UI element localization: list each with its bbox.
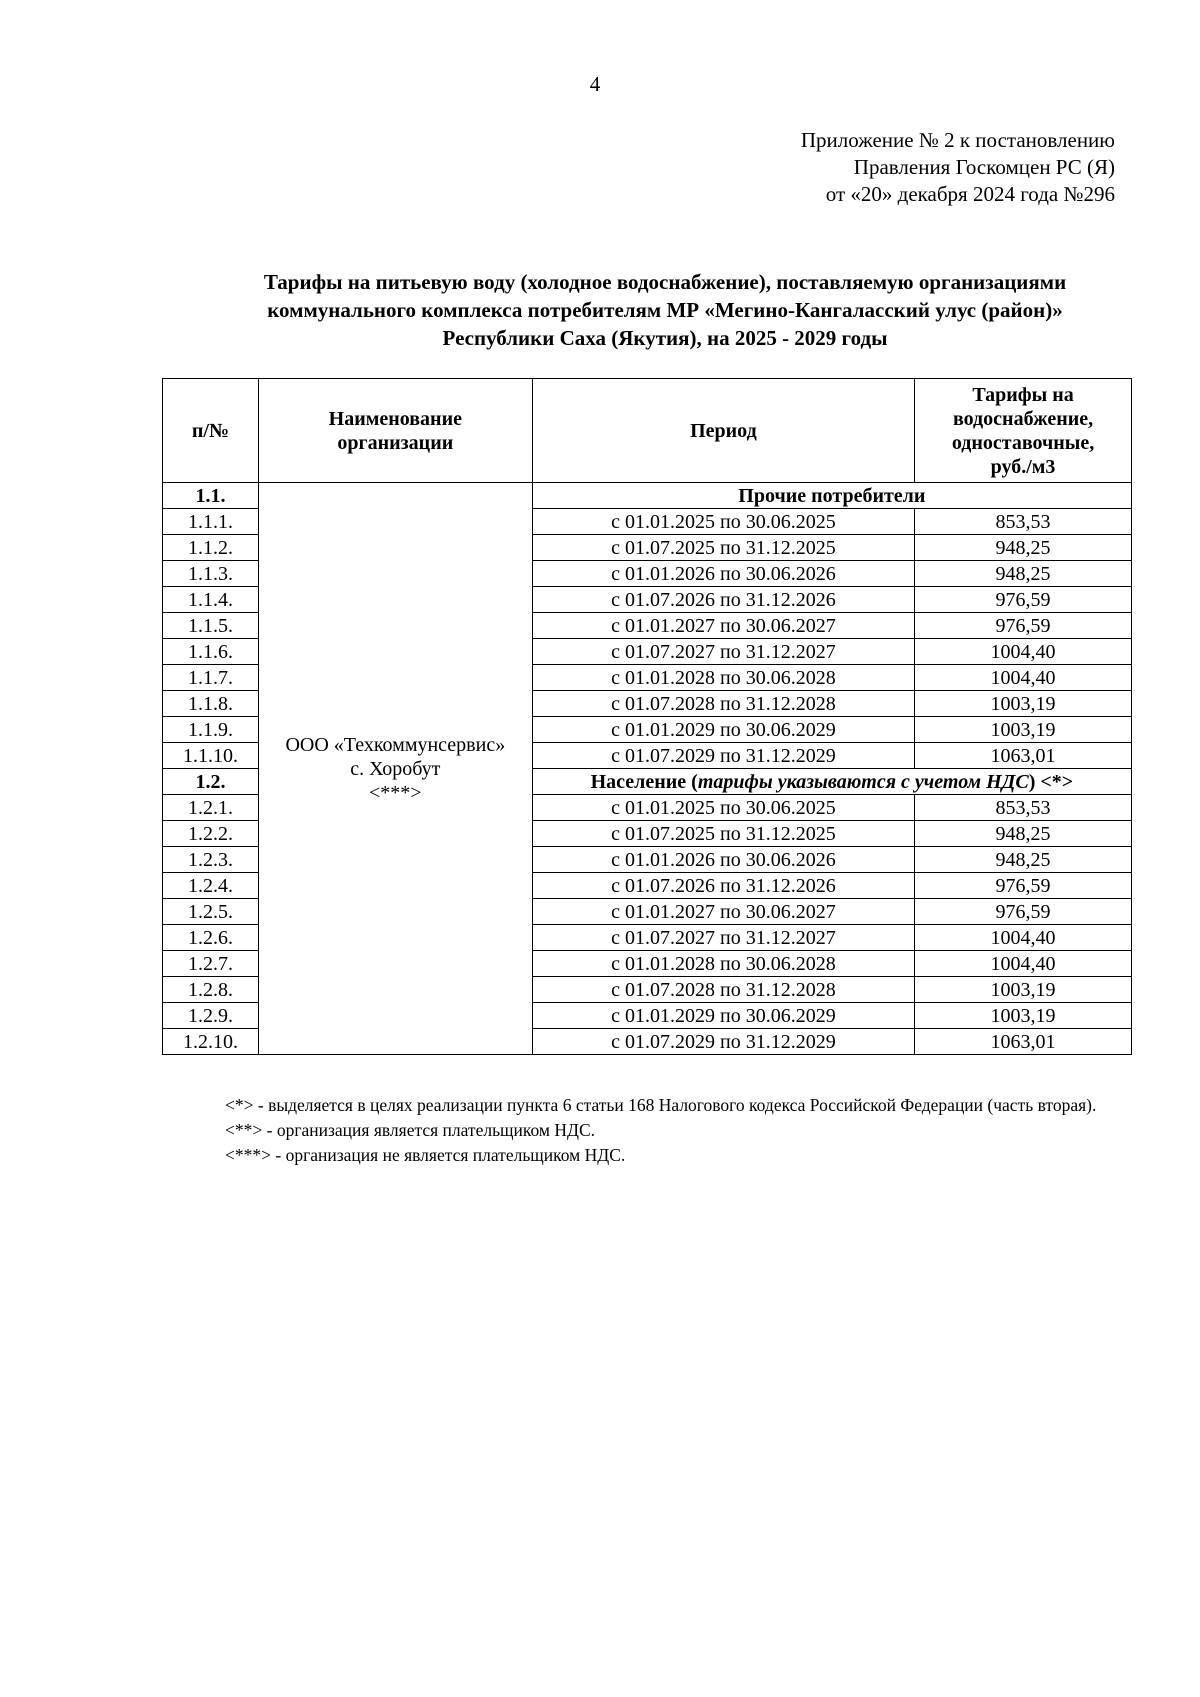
row-tariff: 853,53: [915, 795, 1132, 821]
row-period: с 01.01.2029 по 30.06.2029: [532, 717, 914, 743]
title-line: Тарифы на питьевую воду (холодное водоснабжение), поставляемую организациями: [263, 270, 1067, 294]
footnotes: [172, 1093, 1122, 1168]
header-period: Период: [532, 379, 914, 483]
section-number: 1.2.: [163, 769, 259, 795]
row-tariff: 948,25: [915, 847, 1132, 873]
row-number: 1.1.5.: [163, 613, 259, 639]
row-number: 1.1.6.: [163, 639, 259, 665]
header-tariff-line: Тарифы на: [972, 383, 1074, 406]
section-label: [532, 769, 1131, 795]
title-line: Республики Саха (Якутия), на 2025 - 2029 годы: [442, 326, 888, 350]
footnote: <*> - выделяется в целях реализации пункта 6 статьи 168 Налогового кодекса Российской Федерации (часть вторая).: [225, 1095, 1097, 1115]
section-label-text: Прочие потребители: [738, 484, 926, 507]
header-tariff-line: одноставочные,: [951, 431, 1095, 454]
appendix-line: от «20» декабря 2024 года №296: [825, 182, 1115, 206]
row-number: 1.1.1.: [163, 509, 259, 535]
row-tariff: 948,25: [915, 535, 1132, 561]
row-number: 1.1.3.: [163, 561, 259, 587]
row-number: 1.2.9.: [163, 1003, 259, 1029]
organization-cell: [258, 483, 532, 1055]
row-number: 1.2.4.: [163, 873, 259, 899]
title-line: коммунального комплекса потребителям МР «Мегино-Кангаласский улус (район)»: [267, 298, 1063, 322]
row-tariff: 1003,19: [915, 691, 1132, 717]
row-period: с 01.07.2025 по 31.12.2025: [532, 535, 914, 561]
row-tariff: 1004,40: [915, 665, 1132, 691]
header-organization-line: организации: [337, 431, 454, 454]
footnote: <***> - организация не является плательщиком НДС.: [225, 1145, 626, 1165]
organization-line: с. Хоробут: [350, 757, 441, 780]
section-label-tail: ) <*>: [1028, 770, 1074, 793]
row-tariff: 976,59: [915, 873, 1132, 899]
header-tariff-line: водоснабжение,: [952, 407, 1094, 430]
row-period: с 01.07.2029 по 31.12.2029: [532, 1029, 914, 1055]
row-period: с 01.01.2025 по 30.06.2025: [532, 509, 914, 535]
header-tariff: [915, 379, 1132, 483]
row-period: с 01.01.2027 по 30.06.2027: [532, 613, 914, 639]
document-title: [200, 268, 1130, 352]
row-period: с 01.07.2028 по 31.12.2028: [532, 977, 914, 1003]
table-header-row: [163, 379, 1132, 483]
row-number: 1.1.2.: [163, 535, 259, 561]
section-number: 1.1.: [163, 483, 259, 509]
header-tariff-line: руб./м3: [990, 455, 1056, 478]
row-period: с 01.01.2026 по 30.06.2026: [532, 561, 914, 587]
row-tariff: 853,53: [915, 509, 1132, 535]
row-period: с 01.07.2029 по 31.12.2029: [532, 743, 914, 769]
row-number: 1.2.2.: [163, 821, 259, 847]
row-period: с 01.07.2026 по 31.12.2026: [532, 873, 914, 899]
header-organization-line: Наименование: [328, 407, 462, 430]
row-period: с 01.07.2028 по 31.12.2028: [532, 691, 914, 717]
tariff-table-body: [163, 483, 1132, 1055]
row-tariff: 948,25: [915, 561, 1132, 587]
header-number: п/№: [163, 379, 259, 483]
row-number: 1.1.8.: [163, 691, 259, 717]
organization-line: ООО «Техкоммунсервис»: [285, 733, 506, 756]
row-tariff: 1004,40: [915, 925, 1132, 951]
row-tariff: 976,59: [915, 899, 1132, 925]
row-period: с 01.07.2026 по 31.12.2026: [532, 587, 914, 613]
row-tariff: 1003,19: [915, 1003, 1132, 1029]
organization-line: <***>: [369, 781, 422, 804]
appendix-line: Приложение № 2 к постановлению: [800, 128, 1115, 152]
tariff-table: [162, 378, 1132, 1055]
appendix-reference: [801, 127, 1115, 208]
section-row: [163, 483, 1132, 509]
footnote: <**> - организация является плательщиком НДС.: [225, 1120, 595, 1140]
row-tariff: 1004,40: [915, 951, 1132, 977]
row-number: 1.2.3.: [163, 847, 259, 873]
row-number: 1.2.1.: [163, 795, 259, 821]
row-number: 1.2.5.: [163, 899, 259, 925]
row-number: 1.1.10.: [163, 743, 259, 769]
row-tariff: 1004,40: [915, 639, 1132, 665]
row-period: с 01.07.2027 по 31.12.2027: [532, 639, 914, 665]
appendix-line: Правления Госкомцен РС (Я): [853, 155, 1115, 179]
row-number: 1.2.8.: [163, 977, 259, 1003]
row-period: с 01.01.2029 по 30.06.2029: [532, 1003, 914, 1029]
header-organization: [258, 379, 532, 483]
row-number: 1.2.7.: [163, 951, 259, 977]
row-period: с 01.07.2025 по 31.12.2025: [532, 821, 914, 847]
row-period: с 01.01.2028 по 30.06.2028: [532, 951, 914, 977]
row-number: 1.1.7.: [163, 665, 259, 691]
row-period: с 01.01.2025 по 30.06.2025: [532, 795, 914, 821]
row-period: с 01.01.2028 по 30.06.2028: [532, 665, 914, 691]
row-tariff: 948,25: [915, 821, 1132, 847]
row-number: 1.1.9.: [163, 717, 259, 743]
row-tariff: 976,59: [915, 587, 1132, 613]
row-number: 1.1.4.: [163, 587, 259, 613]
row-tariff: 976,59: [915, 613, 1132, 639]
section-label-note: тарифы указываются с учетом НДС: [697, 770, 1029, 793]
page-number: 4: [589, 72, 601, 96]
row-number: 1.2.10.: [163, 1029, 259, 1055]
row-tariff: 1063,01: [915, 1029, 1132, 1055]
row-period: с 01.01.2027 по 30.06.2027: [532, 899, 914, 925]
row-number: 1.2.6.: [163, 925, 259, 951]
row-tariff: 1063,01: [915, 743, 1132, 769]
row-tariff: 1003,19: [915, 977, 1132, 1003]
row-period: с 01.01.2026 по 30.06.2026: [532, 847, 914, 873]
row-tariff: 1003,19: [915, 717, 1132, 743]
section-label: [532, 483, 1131, 509]
row-period: с 01.07.2027 по 31.12.2027: [532, 925, 914, 951]
section-label-text: Население (: [590, 770, 698, 793]
